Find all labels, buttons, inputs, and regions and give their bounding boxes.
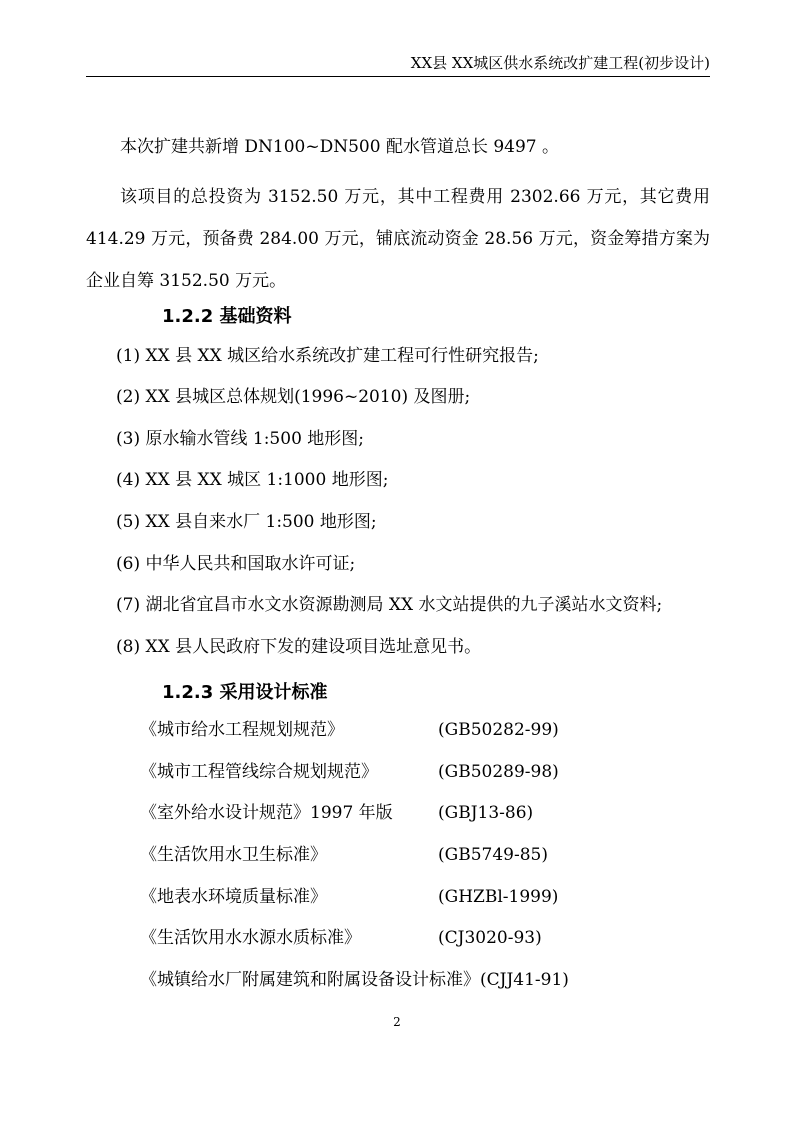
section-heading-design-standards: 1.2.3 采用设计标准 bbox=[162, 682, 328, 703]
standard-name: 《城市工程管线综合规划规范》 bbox=[140, 762, 378, 782]
reference-item: (8) XX 县人民政府下发的建设项目选址意见书。 bbox=[116, 637, 482, 657]
standard-code: (GB50289-98) bbox=[438, 762, 559, 782]
reference-item: (2) XX 县城区总体规划(1996~2010) 及图册; bbox=[116, 387, 471, 407]
standard-code: (CJ3020-93) bbox=[438, 928, 542, 948]
paragraph-investment: 该项目的总投资为 3152.50 万元，其中工程费用 2302.66 万元，其它费用 414.29 万元，预备费 284.00 万元，铺底流动资金 28.56 万元，资金筹措方案为企业自筹 3152.50 万元。 bbox=[86, 187, 710, 291]
standard-item-full: 《城镇给水厂附属建筑和附属设备设计标准》(CJJ41-91) bbox=[140, 970, 569, 990]
standard-name: 《地表水环境质量标准》 bbox=[140, 887, 327, 907]
reference-item: (1) XX 县 XX 城区给水系统改扩建工程可行性研究报告; bbox=[116, 346, 539, 366]
section-heading-basic-data: 1.2.2 基础资料 bbox=[162, 306, 292, 327]
reference-item: (6) 中华人民共和国取水许可证; bbox=[116, 554, 356, 574]
reference-item: (4) XX 县 XX 城区 1:1000 地形图; bbox=[116, 470, 389, 490]
page-header: XX县 XX城区供水系统改扩建工程(初步设计) bbox=[410, 54, 710, 72]
page-number: 2 bbox=[393, 1015, 401, 1029]
reference-item: (3) 原水输水管线 1:500 地形图; bbox=[116, 429, 365, 449]
standard-name: 《室外给水设计规范》1997 年版 bbox=[140, 803, 393, 823]
reference-item: (7) 湖北省宜昌市水文水资源勘测局 XX 水文站提供的九子溪站水文资料; bbox=[116, 595, 663, 615]
standard-code: (GB50282-99) bbox=[438, 720, 559, 740]
standard-name: 《生活饮用水水源水质标准》 bbox=[140, 928, 361, 948]
standard-code: (GB5749-85) bbox=[438, 845, 548, 865]
standard-code: (GHZBl-1999) bbox=[438, 887, 559, 907]
reference-item: (5) XX 县自来水厂 1:500 地形图; bbox=[116, 512, 377, 532]
standard-name: 《生活饮用水卫生标准》 bbox=[140, 845, 327, 865]
paragraph-pipeline: 本次扩建共新增 DN100~DN500 配水管道总长 9497 。 bbox=[120, 137, 560, 157]
standard-code: (GBJ13-86) bbox=[438, 803, 534, 823]
header-rule bbox=[86, 76, 710, 77]
standard-name: 《城市给水工程规划规范》 bbox=[140, 720, 344, 740]
